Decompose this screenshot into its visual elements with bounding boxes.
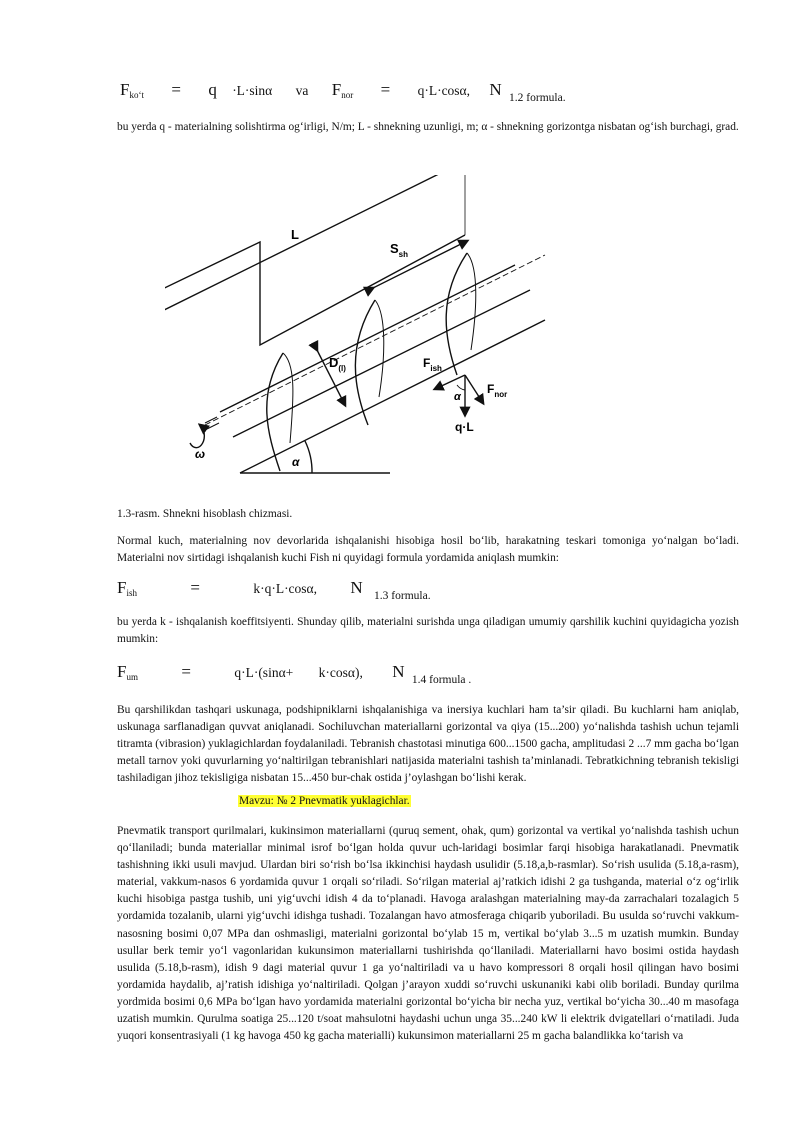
trough-upper-edge xyxy=(165,235,465,345)
screw-flight xyxy=(446,253,467,375)
formula-subscript: ish xyxy=(126,588,137,598)
formula-rhs: k·cosα), xyxy=(318,665,363,680)
formula-number: 1.3 formula. xyxy=(374,590,431,602)
paragraph-pneumatic: Pnevmatik transport qurilmalari, kukinsimon materiallarni (quruq sement, ohak, qum) gorizontal va vertikal yo‘nalishda tashish uchun qo‘llaniladi; bunda materiallar minimal isrof bo‘lgan holda quvur uch-laridagi bosimlar farqi hisobiga harakatlanadi. Pnevmatik tashishning ikki usuli mavjud. Ulardan biri so‘rish bo‘lsa ikkinchisi haydash usulidir (5.18,a,b-rasmlar). So‘rish usulida (5.18,a-rasm), material, vakkum-nasos 6 yordamida quvur 1 orqali so‘riladi. So‘rilgan material aj’ratkich idishi 2 ga tushganda, material o‘z og‘irlik kuchi hisobiga pastga tushib, uni yig‘uvchi idish 4 da to‘planadi. Havoga aralashgan materialning may-da zarrachalari tozalagich 5 yordamida tozalanib, ularni yig‘uvchi idishga tushadi. Tozalangan havo atmosferaga chiqarib yuboriladi. Bu usulda so‘ruvchi vakkum-nasosning bosimi 0,07 MPa dan oshmasligi, materialni gorizontal bo‘ylab 15 m, vertikal bo‘ylab 3...5 m uzatish mumkin. Bunday usullar berk temir yo‘l vagonlaridan kukunsimon materiallarni tushirishda qo‘llaniladi. Materiallarni havo bosimi ostida haydash usulida (5.18,b-rasm), idish 9 dagi material quvur 1 ga yo‘naltiriladi va u havo kompressori 8 orqali hosil qilingan havo bosimi yordamida haydalib, aj’ratish idishiga yo‘naltiriladi. Qolgan j’arayon xuddi so‘ruvchi uskunaniki kabi olib boriladi. Bunday qurilma yordmida bosimi 0,6 MPa bo‘lgan havo yordamida materialni gorizontal bo‘yicha bir necha yuz, vertikal bo‘yicha 30...40 m masofaga uzatish mumkin. Qurulma soatiga 25...120 t/soat mahsulotni haydashi uchun unga 35...240 kW li elektrik dvigatellari o‘rnatiladi. Juda yuqori konsentrasiyali (1 kg havoga 450 kg gacha materialli) kukunsimon materiallarni 25 m gacha balandlikka ko‘tarish va xyxy=(117,825,739,1043)
formula-unit: N xyxy=(350,578,363,597)
formula-lhs: F xyxy=(117,662,127,681)
label-qL: q·L xyxy=(455,420,474,434)
label-L: L xyxy=(291,227,299,242)
label-omega: ω xyxy=(195,447,206,461)
formula-conjunction: va xyxy=(295,83,309,98)
formula-eq: = xyxy=(171,80,181,99)
formula-subscript: nor xyxy=(341,90,354,100)
formula-subscript: um xyxy=(126,672,138,682)
force-nor-arrow xyxy=(465,375,483,403)
label-Fnor: $F_{nor}$ xyxy=(487,382,508,399)
label-S: $S_{sh}$ xyxy=(390,241,409,259)
force-ish-arrow xyxy=(435,375,465,389)
screw-conveyor-diagram xyxy=(165,175,565,495)
label-alpha-ground: α xyxy=(292,455,300,469)
label-Fish: $F_{ish}$ xyxy=(423,356,442,373)
paragraph-resistance: bu yerda k - ishqalanish koeffitsiyenti. Shunday qilib, materialni surishda unga qiladigan umumiy qarshilik kuchini quyidagicha yozish mumkin: xyxy=(117,616,739,646)
paragraph-friction: Normal kuch, materialning nov devorlarida ishqalanishi hisobiga hosil bo‘lib, harakatning teskari tomoniga yo‘nalgan bo‘ladi. Materialni nov sirtidagi ishqalanish kuchi Fish ni quyidagi formula yordamida aniqlash mumkin: xyxy=(117,535,739,565)
formula-subscript: ko‘t xyxy=(129,90,144,100)
formula-unit: N xyxy=(392,662,405,681)
formula-number: 1.4 formula . xyxy=(411,674,472,686)
topic-heading: Mavzu: № 2 Pnevmatik yuklagichlar. xyxy=(239,795,410,807)
formula-rhs: q xyxy=(208,80,217,99)
label-alpha-force: α xyxy=(454,391,461,403)
formula-1-4 xyxy=(117,662,472,686)
formula-1-3 xyxy=(117,578,431,602)
formula-eq: = xyxy=(181,662,191,681)
formula-unit: N xyxy=(489,80,502,99)
formula-lhs: F xyxy=(117,578,127,597)
formula-eq: = xyxy=(380,80,391,99)
formula-rhs: k·q·L·cosα, xyxy=(253,581,318,596)
formula-rhs: q·L·cosα, xyxy=(417,83,471,98)
rotation-arrow xyxy=(190,425,204,448)
dimension-L xyxy=(165,175,465,318)
formula-rhs: q·L·(sinα+ xyxy=(234,665,294,680)
angle-arc xyxy=(305,441,312,473)
formula-lhs: F xyxy=(120,80,130,99)
formula-1-2 xyxy=(120,80,566,104)
label-D: $D_{(l)}$ xyxy=(329,355,346,373)
paragraph-definitions: bu yerda q - materialning solishtirma og‘irligi, N/m; L - shnekning uzunligi, m; α - shnekning gorizontga nisbatan og‘ish burchagi, grad. xyxy=(117,121,739,133)
formula-lhs: F xyxy=(331,80,342,99)
formula-eq: = xyxy=(190,578,200,597)
formula-number: 1.2 formula. xyxy=(509,92,566,104)
paragraph-vibration: Bu qarshilikdan tashqari uskunaga, podshipniklarni ishqalanishiga va inersiya kuchlari ham ta’sir qiladi. Bu kuchlarni ham aniqlab, uskunaga sarflanadigan quvvat aniqlanadi. Sochiluvchan materiallarni gorizontal va qiya (15...200) yo‘nalishda tashish uchun tejamli titramta (vibrasion) yuklagichlardan foydalaniladi. Tebranish chastotasi minutiga 600...1500 gacha, amplitudasi 2 ...7 mm gacha bo‘lgan metall tarnov yoki quvurlarning yo‘naltirilgan tebranishlari natijasida materialni tashish ta’minlanadi. Tebratkichning tebranish tekisligi tashiladigan jihoz tekisligiga nisbatan 15...450 bur-chak ostida j’oylashgan bo‘lishi kerak. xyxy=(117,704,739,785)
figure-caption: 1.3-rasm. Shnekni hisoblash chizmasi. xyxy=(117,508,293,520)
formula-rhs: ·L·sinα xyxy=(232,83,273,98)
